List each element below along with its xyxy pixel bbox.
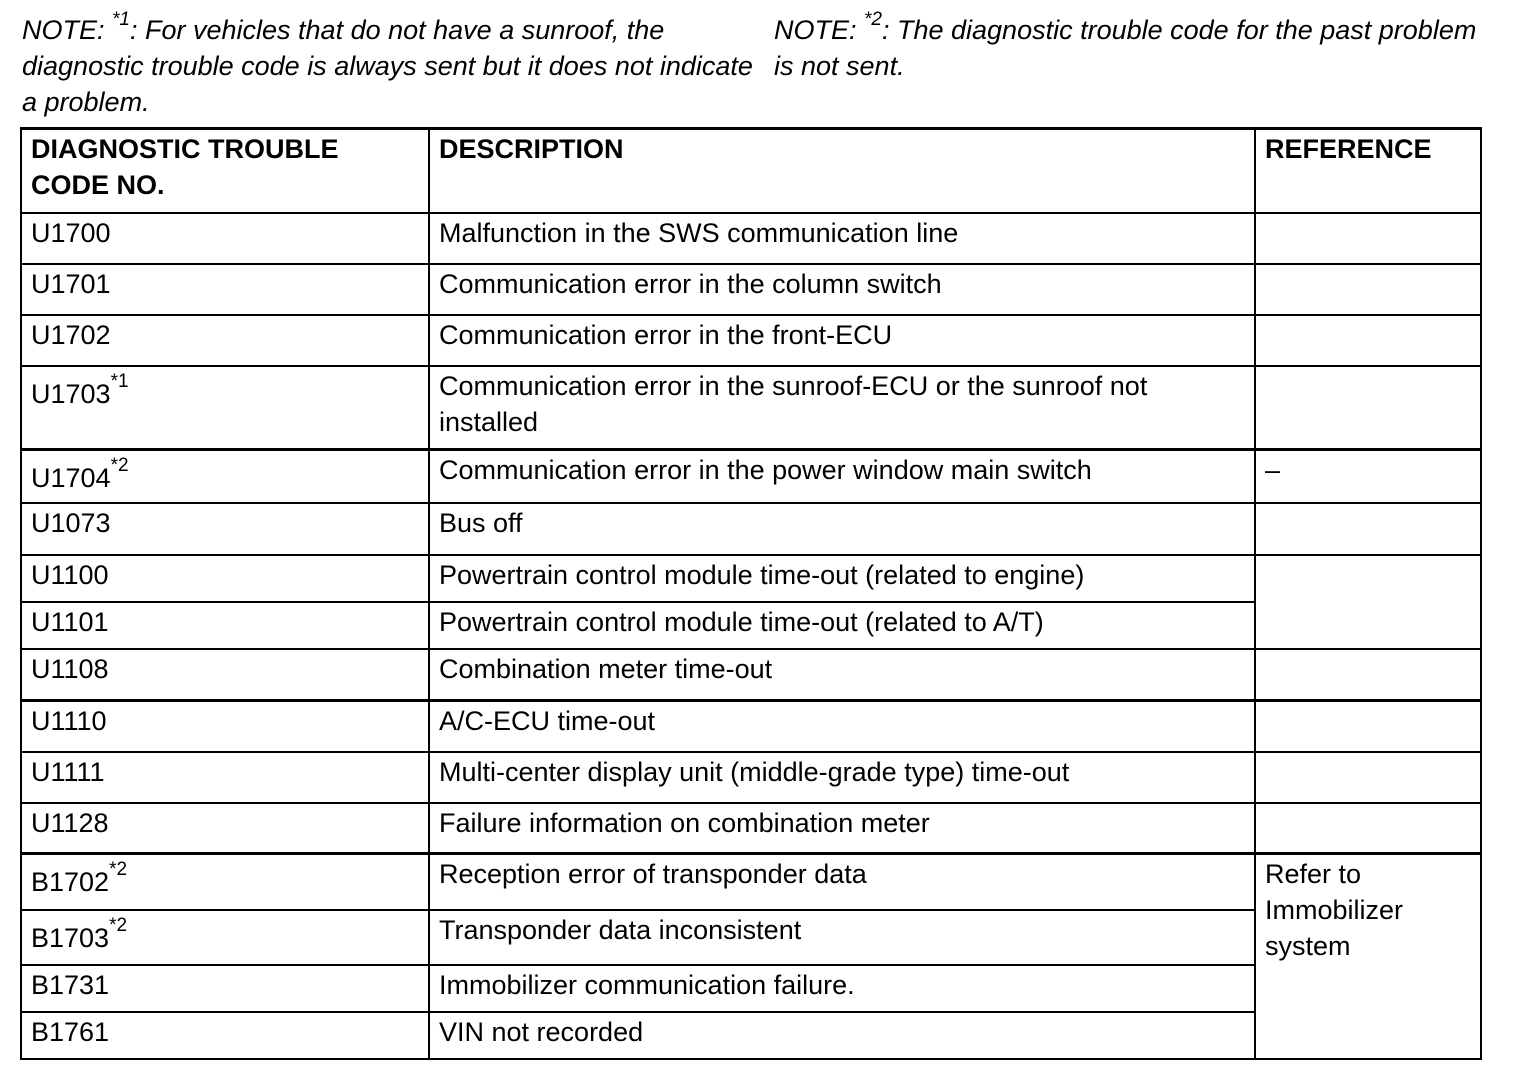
table-row: [21, 264, 1481, 315]
table-row: [21, 701, 1481, 752]
dtc-description: Powertrain control module time-out (related to engine): [429, 555, 1255, 602]
dtc-reference: [1255, 315, 1481, 366]
note-sunroof: [22, 9, 762, 120]
dtc-code: [21, 213, 429, 264]
dtc-description: Malfunction in the SWS communication line: [429, 213, 1255, 264]
dtc-reference: [1255, 701, 1481, 752]
dtc-code: [21, 854, 429, 910]
dtc-code: [21, 366, 429, 450]
dtc-code: [21, 503, 429, 555]
code-value: U1701: [31, 268, 111, 299]
code-marker: *2: [109, 859, 128, 880]
table-row: [21, 315, 1481, 366]
code-marker: *2: [109, 914, 128, 936]
table-row: [21, 555, 1481, 602]
code-value: U1702: [31, 319, 111, 350]
dtc-code: [21, 910, 429, 965]
dtc-description: Powertrain control module time-out (related to A/T): [429, 602, 1255, 649]
dtc-code: [21, 555, 429, 602]
dtc-description: VIN not recorded: [429, 1012, 1255, 1059]
code-value: U1100: [31, 559, 109, 590]
table-row: [21, 752, 1481, 803]
table-row: [21, 854, 1481, 910]
dtc-description: Bus off: [429, 503, 1255, 555]
code-marker: *1: [110, 370, 129, 392]
dtc-reference: [1255, 264, 1481, 315]
dtc-description: Multi-center display unit (middle-grade type) time-out: [429, 752, 1255, 803]
code-value: U1703: [31, 378, 111, 409]
dtc-reference: [1255, 555, 1481, 649]
note-prefix: NOTE:: [22, 15, 113, 45]
dtc-reference: Refer to Immobilizer system: [1255, 854, 1481, 1059]
dtc-description: Communication error in the column switch: [429, 264, 1255, 315]
dtc-description: Communication error in the front-ECU: [429, 315, 1255, 366]
code-value: B1731: [31, 969, 110, 1000]
dtc-description: Communication error in the sunroof-ECU or the sunroof not installed: [429, 366, 1255, 450]
dtc-code: [21, 803, 429, 854]
table-header-row: [21, 129, 1481, 213]
dtc-description: Immobilizer communication failure.: [429, 965, 1255, 1012]
dtc-table: [20, 127, 1482, 1060]
code-value: U1111: [31, 756, 105, 787]
dtc-description: Communication error in the power window main switch: [429, 450, 1255, 503]
dtc-description: Combination meter time-out: [429, 649, 1255, 701]
code-value: U1108: [31, 653, 109, 684]
code-value: B1702: [31, 867, 110, 897]
dtc-description: Failure information on combination meter: [429, 803, 1255, 854]
dtc-reference: [1255, 503, 1481, 555]
note-text: : For vehicles that do not have a sunroof, the diagnostic trouble code is always sent but it does not indicate a problem.: [22, 15, 753, 117]
code-value: B1761: [31, 1016, 110, 1047]
dtc-reference: –: [1255, 450, 1481, 503]
code-value: U1704: [31, 463, 111, 493]
dtc-code: [21, 450, 429, 503]
table-row: [21, 213, 1481, 264]
dtc-reference: [1255, 649, 1481, 701]
code-value: U1700: [31, 217, 111, 248]
code-value: U1110: [31, 706, 107, 736]
note-marker: *2: [864, 9, 882, 30]
table-row: [21, 366, 1481, 450]
dtc-description: Transponder data inconsistent: [429, 910, 1255, 965]
note-marker: *1: [112, 9, 130, 30]
dtc-code: [21, 1012, 429, 1059]
header-reference: REFERENCE: [1255, 129, 1481, 213]
dtc-description: Reception error of transponder data: [429, 854, 1255, 910]
code-value: B1703: [31, 922, 110, 953]
dtc-code: [21, 752, 429, 803]
table-row: [21, 649, 1481, 701]
header-code: DIAGNOSTIC TROUBLE CODE NO.: [21, 129, 429, 213]
table-row: [21, 803, 1481, 854]
table-row: [21, 450, 1481, 503]
dtc-code: [21, 315, 429, 366]
dtc-reference: [1255, 803, 1481, 854]
note-prefix: NOTE:: [774, 15, 865, 45]
note-past-problem: [774, 9, 1494, 84]
dtc-description: A/C-ECU time-out: [429, 701, 1255, 752]
dtc-code: [21, 649, 429, 701]
code-value: U1101: [31, 606, 109, 637]
header-description: DESCRIPTION: [429, 129, 1255, 213]
code-marker: *2: [110, 455, 129, 476]
dtc-code: [21, 965, 429, 1012]
dtc-reference: [1255, 213, 1481, 264]
note-text: : The diagnostic trouble code for the past problem is not sent.: [774, 15, 1477, 81]
table-row: [21, 503, 1481, 555]
dtc-code: [21, 264, 429, 315]
dtc-code: [21, 602, 429, 649]
dtc-reference: [1255, 366, 1481, 450]
code-value: U1073: [31, 507, 111, 538]
dtc-code: [21, 701, 429, 752]
dtc-reference: [1255, 752, 1481, 803]
code-value: U1128: [31, 807, 109, 838]
